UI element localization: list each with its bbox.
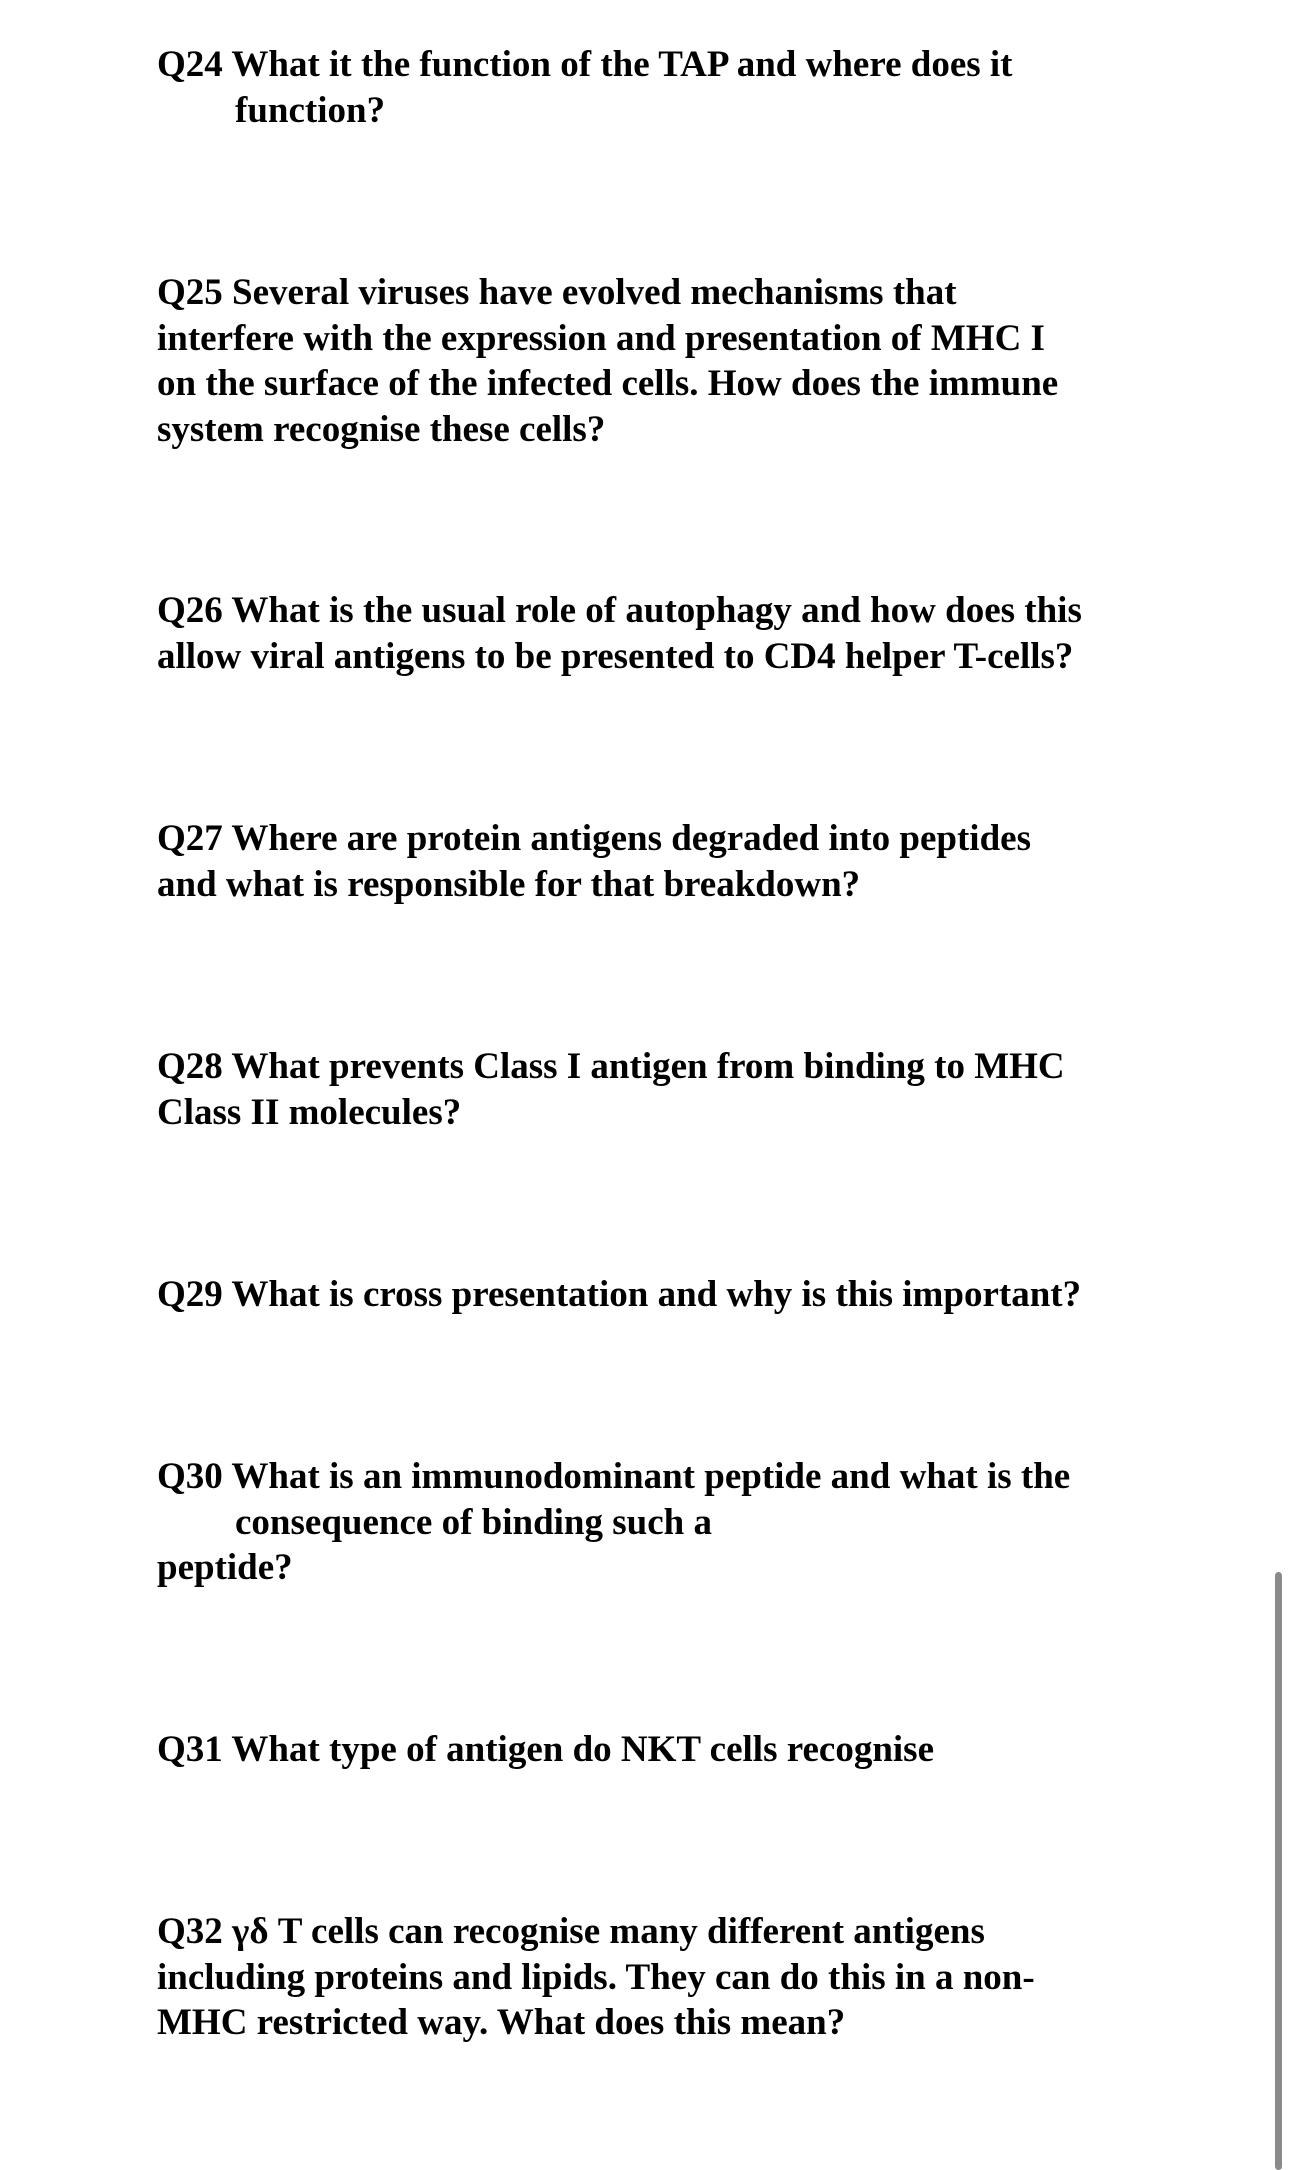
question-31 bbox=[157, 1727, 1167, 1773]
question-32 bbox=[157, 1909, 1167, 2046]
question-27 bbox=[157, 816, 1167, 907]
question-26 bbox=[157, 588, 1167, 679]
question-line: Q27 Where are protein antigens degraded into peptides bbox=[157, 818, 1031, 859]
question-line: Class II molecules? bbox=[157, 1091, 462, 1133]
question-line: consequence of binding such a bbox=[235, 1501, 712, 1543]
question-29 bbox=[157, 1272, 1167, 1318]
question-line: interfere with the expression and presentation of MHC I bbox=[157, 317, 1045, 359]
question-line: system recognise these cells? bbox=[157, 408, 606, 450]
question-line: Q32 γδ T cells can recognise many different antigens bbox=[157, 1911, 985, 1952]
question-line: Q26 What is the usual role of autophagy and how does this bbox=[157, 590, 1082, 631]
question-30 bbox=[157, 1454, 1167, 1591]
question-line: Q29 What is cross presentation and why is this important? bbox=[157, 1274, 1082, 1315]
question-25 bbox=[157, 270, 1167, 452]
question-line: Q30 What is an immunodominant peptide and what is the bbox=[157, 1456, 1071, 1497]
question-line: MHC restricted way. What does this mean? bbox=[157, 2002, 846, 2043]
question-line: on the surface of the infected cells. How does the immune bbox=[157, 363, 1059, 404]
question-line: and what is responsible for that breakdown? bbox=[157, 863, 861, 905]
question-28 bbox=[157, 1044, 1167, 1135]
question-line: function? bbox=[235, 89, 386, 131]
vertical-scrollbar[interactable] bbox=[1275, 1572, 1282, 2170]
question-line: Q24 What it the function of the TAP and where does it bbox=[157, 44, 1013, 85]
question-line: Q25 Several viruses have evolved mechanisms that bbox=[157, 272, 957, 313]
question-line: Q31 What type of antigen do NKT cells recognise bbox=[157, 1729, 934, 1770]
question-line: allow viral antigens to be presented to CD4 helper T-cells? bbox=[157, 635, 1074, 677]
question-line: including proteins and lipids. They can do this in a non- bbox=[157, 1956, 1035, 1998]
question-24 bbox=[157, 42, 1167, 133]
question-line: Q28 What prevents Class I antigen from binding to MHC bbox=[157, 1046, 1065, 1087]
question-line: peptide? bbox=[157, 1547, 293, 1588]
